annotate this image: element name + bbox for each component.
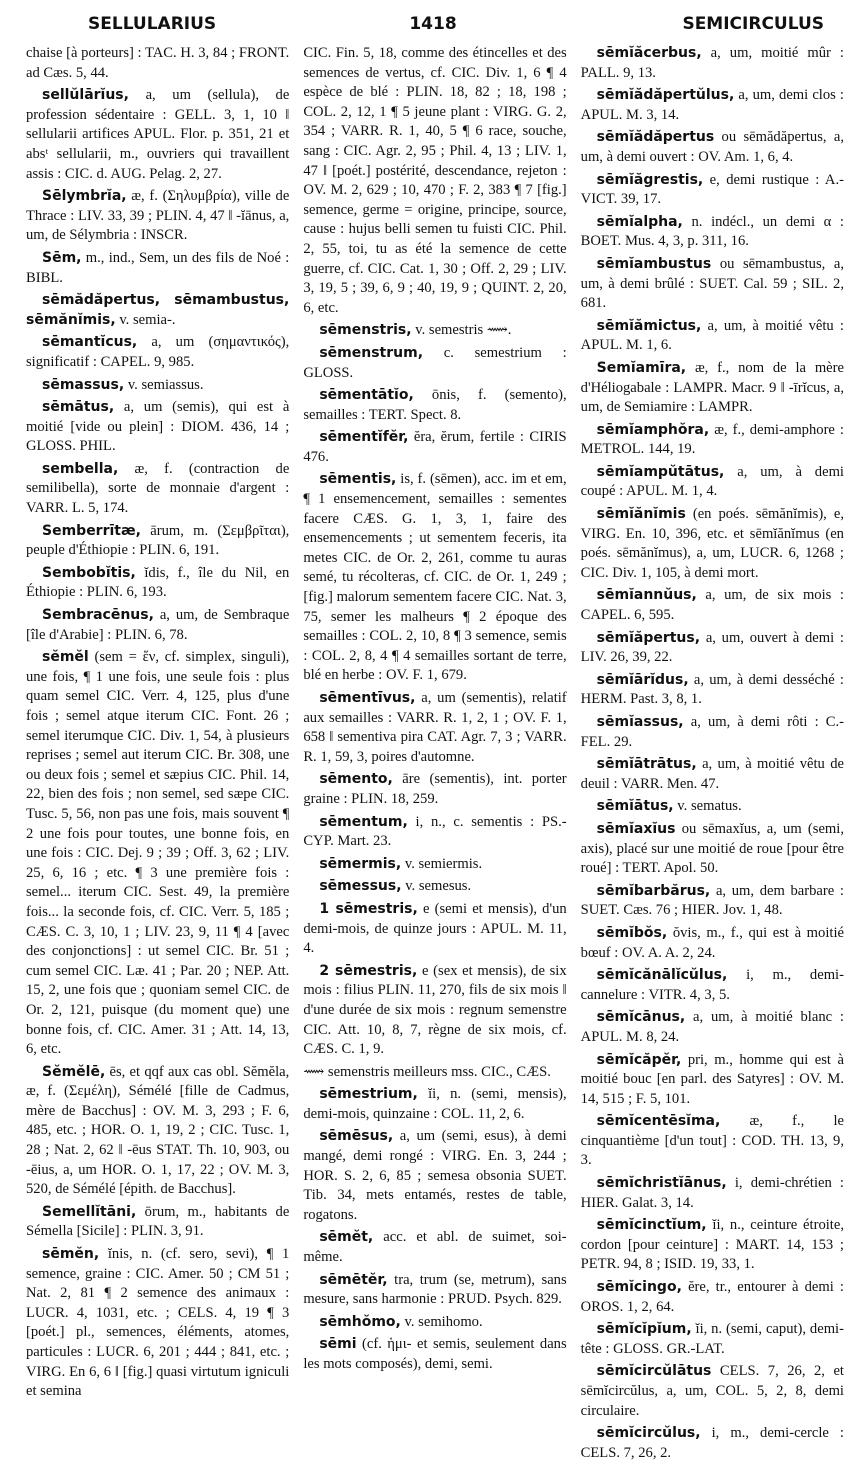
entry-definition: c. semestrium : GLOSS.: [303, 344, 567, 381]
entry-definition: ĭi, n., ceinture étroite, cordon [pour ceinture] : MART. 14, 153 ; PETR. 94, 8 ; ISID. 19, 33, 1.: [580, 1217, 844, 1273]
entry-definition: a, um, moitié mûr : PALL. 9, 13.: [580, 45, 844, 81]
entry-headword: sēmessus,: [319, 878, 402, 895]
dictionary-entry: [26, 522, 289, 561]
dictionary-entry: [303, 428, 566, 467]
entry-definition: (en poés. sēmănĭmis), e, VIRG. En. 10, 396, etc. et sēmĭănĭmus (en poés. sēmănĭmus), a, um, LUCR. 6, 1268 ; CIC. Div. 1, 105, à demi mort.: [580, 506, 844, 581]
dictionary-entry: [303, 689, 566, 767]
entry-headword: sēmĭātus,: [596, 798, 674, 815]
entry-headword: sembella,: [42, 460, 119, 477]
page-header: [26, 10, 840, 44]
entry-headword: Sēm,: [42, 249, 82, 266]
entry-headword: sēmentātĭo,: [319, 387, 414, 404]
dictionary-entry: [581, 1174, 844, 1213]
dictionary-entry: [303, 344, 566, 383]
entry-headword: sēmĭcānus,: [596, 1009, 686, 1026]
dictionary-entry: [303, 813, 566, 852]
dictionary-entry: [26, 44, 289, 83]
entry-definition: ōnis, f. (semento), semailles : TERT. Spect. 8.: [303, 387, 567, 423]
dictionary-entry: [581, 255, 844, 314]
entry-headword: sēmenstris,: [319, 322, 412, 339]
entry-definition: a, um (semi, esus), à demi mangé, demi rongé : VIRG. En. 3, 244 ; HOR. S. 2, 6, 85 ; semesa obsonia SUET. Tib. 34, mets entamés, restes de table, rogatons.: [303, 1128, 567, 1223]
dictionary-entry: [581, 820, 844, 879]
entry-headword: sēmĭcinctĭum,: [596, 1217, 707, 1234]
entry-definition: ŏvis, m., f., qui est à moitié bœuf : OV. A. A. 2, 24.: [580, 924, 844, 961]
entry-definition: a, um, à demi rôti : C.-FEL. 29.: [580, 714, 844, 750]
dictionary-entry: [581, 966, 844, 1005]
dictionary-entry: [26, 398, 289, 457]
dictionary-entry: [581, 1424, 844, 1463]
entry-definition: v. semesus.: [405, 878, 472, 895]
dictionary-entry: [303, 1127, 566, 1225]
dictionary-entry: [581, 463, 844, 502]
dictionary-entry: [303, 44, 566, 318]
header-left-guideword: SELLULARIUS: [88, 14, 217, 34]
dictionary-entry: [26, 86, 289, 184]
dictionary-entry: [581, 1278, 844, 1317]
entry-headword: sēmĭārĭdus,: [596, 671, 689, 688]
entry-definition: CELS. 7, 26, 2, et sēmĭcircŭlus, a, um, COL. 5, 2, 8, demi circulaire.: [580, 1363, 844, 1419]
column-1: [26, 44, 290, 1400]
entry-definition: ou sēmădăpertus, a, um, à demi ouvert : OV. Am. 1, 6, 4.: [580, 129, 844, 165]
entry-definition: i, n., c. sementis : PS.-CYP. Mart. 23.: [303, 813, 567, 850]
entry-headword: sēmantĭcus,: [42, 334, 138, 351]
entry-definition: (cf. ἡμι- et semis, seulement dans les mots composés), demi, semi.: [303, 1336, 567, 1372]
dictionary-entry: [581, 171, 844, 210]
entry-headword: sēmĭbarbărus,: [596, 882, 711, 899]
entry-headword: sēmĭannŭus,: [596, 587, 697, 604]
entry-headword: sēmĭamphŏra,: [596, 421, 710, 438]
dictionary-columns: [26, 44, 844, 1461]
entry-definition: ou sēmambustus, a, um, à demi brûlé : SUET. Cal. 59 ; SIL. 2, 681.: [580, 255, 844, 312]
dictionary-entry: [303, 900, 566, 959]
dictionary-entry: [581, 505, 844, 583]
entry-definition: a, um, de Sembraque [île d'Arabie] : PLIN. 6, 78.: [26, 607, 290, 643]
entry-definition: m., ind., Sem, un des fils de Noé : BIBL.: [26, 249, 290, 286]
entry-definition: a, um, à demi desséché : HERM. Past. 3, 8, 1.: [580, 671, 844, 708]
dictionary-entry: [581, 882, 844, 921]
entry-headword: sēmĭbŏs,: [596, 924, 668, 941]
entry-headword: Sembobĭtis,: [42, 564, 136, 581]
dictionary-entry: [581, 359, 844, 418]
dictionary-entry: [581, 629, 844, 668]
dictionary-entry: [303, 1335, 566, 1374]
entry-headword: Semĭamīra,: [596, 359, 687, 376]
dictionary-entry: [303, 1228, 566, 1267]
entry-headword: sēmĭcingo,: [596, 1279, 682, 1296]
entry-definition: a, um (sellula), de profession sédentaire : GELL. 3, 1, 10 ‖ sellularii artifices APUL. Flor. p. 351, 21 et absᵗ sellularii, m., ouvriers qui travaillent assis : CIC. d. AUG. Pelag. 2, 27.: [26, 87, 290, 182]
dictionary-entry: [581, 1008, 844, 1047]
entry-headword: sēmĭcentēsĭma,: [596, 1113, 721, 1130]
entry-headword: sēmĭassus,: [596, 714, 684, 730]
entry-definition: ĕra, ĕrum, fertile : CIRIS 476.: [303, 429, 567, 465]
dictionary-entry: [581, 671, 844, 710]
entry-definition: æ, f., demi-amphore : METROL. 144, 19.: [580, 421, 844, 458]
dictionary-entry: [26, 1203, 289, 1242]
entry-definition: i, m., demi-cercle : CELS. 7, 26, 2.: [580, 1425, 844, 1461]
entry-headword: sēmĭambustus: [596, 255, 712, 272]
dictionary-entry: [303, 470, 566, 686]
entry-headword: sēmĕt,: [319, 1229, 374, 1246]
entry-definition: a, um (semis), qui est à moitié [vide ou plein] : DIOM. 436, 14 ; GLOSS. PHIL.: [26, 399, 290, 455]
entry-headword: Semberrītæ,: [42, 522, 141, 539]
entry-definition: āre (sementis), int. porter graine : PLIN. 18, 259.: [303, 771, 567, 807]
dictionary-entry: [26, 564, 289, 603]
entry-definition: a, um, ouvert à demi : LIV. 26, 39, 22.: [580, 629, 844, 666]
dictionary-entry: [303, 1271, 566, 1310]
entry-headword: sēmermis,: [319, 855, 402, 872]
entry-definition: ĭdis, f., île du Nil, en Éthiopie : PLIN. 6, 193.: [26, 564, 290, 601]
entry-headword: sēmĭalpha,: [596, 213, 683, 230]
entry-definition: a, um, à moitié vêtu de deuil : VARR. Men. 47.: [580, 756, 844, 792]
entry-definition: v. semiassus.: [127, 376, 204, 393]
entry-headword: sēmhŏmo,: [319, 1313, 401, 1330]
entry-definition: ĭi, n. (semi, caput), demi-tête : GLOSS. GR.-LAT.: [580, 1321, 844, 1357]
entry-headword: sēmĭcăpĕr,: [596, 1051, 682, 1068]
entry-headword: sēmĭăcerbus,: [596, 45, 702, 61]
dictionary-entry: [303, 1313, 566, 1333]
dictionary-entry: [581, 1051, 844, 1110]
entry-headword: 2 sēmestris,: [319, 962, 418, 979]
entry-definition: (sem = ἕν, cf. simplex, singuli), une fois, ¶ 1 une fois, une seule fois : plus quam semel CIC. Verr. 4, 125, plus d'une fois ; semel atque iterum CIC. Font. 26 ; semel iterumque CIC. Div. 1, 54, à plusieurs reprises ; semel aut iterum CIC. Br. 308, une ou deux fois ; semel et sæpius CIC. Phil. 14, 22, bien des fois ; non semel, sed sæpe CIC. Tusc. 5, 56, non pas une fois, mais souvent ¶ 2 une fois pour toutes, une bonne fois, en une fois : CIC. Dej. 9 ; 39 ; Off. 3, 62 ; LIV. 25, 6, 16 ; etc. ¶ 3 une première fois : semel... iterum CIC. Sest. 49, la première fois... la seconde fois, cf. CIC. Verr. 5, 185 ; CÆS. C. 3, 10, 1 ; LIV. 23, 9, 11 ¶ 4 [avec des conjonctions] : ut semel CIC. Br. 51 ; cum semel CIC. Læ. 41 ; Par. 20 ; NEP. Att. 15, 2, une fois que ; quoniam semel CIC. de Or. 2, 121, puisque (du moment que) une bonne fois, cf. CIC. Amer. 31 ; Att. 14, 13, 6, etc.: [26, 649, 290, 1058]
entry-definition: v. semia-.: [119, 311, 176, 328]
dictionary-entry: [581, 713, 844, 752]
entry-headword: sēmĭădăpertus: [596, 129, 715, 146]
dictionary-entry: [581, 317, 844, 356]
entry-headword: sēmenstrum,: [319, 344, 424, 361]
dictionary-entry: [581, 1362, 844, 1421]
entry-definition: a, um, à moitié vêtu : APUL. M. 1, 6.: [580, 317, 844, 354]
page-number: 1418: [409, 14, 457, 34]
entry-definition: ōrum, m., habitants de Sémella [Sicile] : PLIN. 3, 91.: [26, 1203, 290, 1240]
dictionary-entry: [581, 421, 844, 460]
entry-definition: æ, f., le cinquantième [d'un tout] : COD. TH. 13, 9, 3.: [580, 1113, 844, 1169]
dictionary-entry: [26, 1245, 289, 1402]
entry-definition: a, um, dem barbare : SUET. Cæs. 76 ; HIER. Jov. 1, 48.: [580, 882, 844, 919]
entry-headword: sēmĭchristĭānus,: [596, 1175, 727, 1192]
entry-definition: a, um (σημαντικός), significatif : CAPEL. 9, 985.: [26, 334, 290, 370]
entry-headword: sēmĭcircŭlus,: [596, 1425, 701, 1442]
entry-headword: Sēlymbrĭa,: [42, 188, 127, 205]
entry-headword: sēmĭaxĭus: [596, 820, 676, 837]
dictionary-entry: [26, 291, 289, 330]
entry-definition: e, demi rustique : A.-VICT. 39, 17.: [580, 171, 844, 208]
entry-definition: chaise [à porteurs] : TAC. H. 3, 84 ; FRONT. ad Cæs. 5, 44.: [26, 45, 290, 81]
entry-headword: sēmĭădăpertŭlus,: [596, 87, 735, 104]
column-3: [580, 44, 844, 1461]
dictionary-entry: [303, 1063, 566, 1083]
entry-headword: sēmĕn,: [42, 1246, 100, 1263]
dictionary-entry: [26, 606, 289, 645]
entry-headword: sellŭlārĭus,: [42, 87, 129, 104]
dictionary-entry: [581, 1112, 844, 1171]
entry-definition: a, um, à moitié blanc : APUL. M. 8, 24.: [580, 1009, 844, 1045]
entry-definition: æ, f. (Σηλυμβρία), ville de Thrace : LIV. 33, 39 ; PLIN. 4, 47 ‖ -ĭānus, a, um, de Sélymbria : INSCR.: [26, 188, 290, 244]
dictionary-entry: [26, 249, 289, 288]
entry-headword: sēmĭātrātus,: [596, 756, 697, 773]
entry-definition: ēs, et qqf aux cas obl. Sĕmĕla, æ, f. (Σεμέλη), Sémélé [fille de Cadmus, mère de Bacchus] : OV. M. 3, 293 ; F. 6, 485, etc. ; HOR. O. 1, 19, 2 ; CIC. Tusc. 1, 28 ; Nat. 2, 62 ‖ -ēus STAT. Th. 10, 903, ou -ēius, a, um HOR. O. 1, 17, 22 ; OV. M. 3, 520, de Sémélé [épith. de Bacchus].: [26, 1063, 290, 1198]
entry-definition: n. indécl., un demi α : BOET. Mus. 4, 3, p. 311, 16.: [580, 213, 844, 250]
entry-definition: v. semiermis.: [404, 855, 483, 872]
entry-definition: a, um, de six mois : CAPEL. 6, 595.: [580, 587, 844, 624]
entry-headword: sēmĭăgrestis,: [596, 171, 704, 188]
entry-headword: sēmĭcircŭlātus: [596, 1363, 712, 1380]
entry-headword: sēmento,: [319, 771, 393, 788]
entry-definition: a, um (sementis), relatif aux semailles : VARR. R. 1, 2, 1 ; OV. F. 1, 658 ‖ sementiva pira CAT. Agr. 7, 3 ; VARR. R. 1, 59, 3, poires d'automne.: [303, 690, 567, 765]
dictionary-entry: [581, 797, 844, 817]
entry-definition: v. sematus.: [677, 798, 742, 815]
dictionary-entry: [581, 1320, 844, 1359]
column-2: [303, 44, 567, 1372]
entry-headword: sēmĭampŭtātus,: [596, 463, 725, 480]
entry-definition: e (semi et mensis), d'un demi-mois, de quinze jours : APUL. M. 11, 4.: [303, 900, 567, 957]
dictionary-entry: [26, 376, 289, 396]
entry-headword: sēmĭămictus,: [596, 317, 702, 334]
entry-definition: CIC. Fin. 5, 18, comme des étincelles et des semences de vertus, cf. CIC. Div. 1, 6 ¶ 4 espèce de blé : PLIN. 18, 82 ; 18, 198 ; COL. 2, 12, 1 ¶ 5 jeune plant : VIRG. G. 2, 354 ; VARR. R. 1, 40, 5 ¶ 6 race, souche, sang : CIC. Agr. 2, 95 ; Phil. 4, 13 ; LIV. 1, 47 ‖ [poét.] postérité, descendance, rejeton : OV. M. 2, 629 ; 10, 470 ; F. 2, 383 ¶ 7 [fig.] semence, germe = origine, principe, source, cause : hujus belli semen tu fuisti CIC. Phil. 2, 55, toi, tu as été la semence de cette guerre, cf. CIC. Cat. 1, 30 ; Off. 2, 29 ; LIV. 3, 19, 5 ; 39, 6, 9 ; 40, 19, 9 ; QUINT. 2, 20, 6, etc.: [303, 45, 567, 316]
entry-definition: æ, f., nom de la mère d'Héliogabale : LAMPR. Macr. 9 ‖ -īrĭcus, a, um, de Semiamire : LAMPR.: [580, 359, 844, 416]
entry-headword: sēmētĕr,: [319, 1271, 388, 1288]
entry-definition: tra, trum (se, metrum), sans mesure, sans harmonie : PRUD. Psych. 829.: [303, 1271, 567, 1308]
entry-headword: sēmentum,: [319, 813, 408, 830]
entry-headword: sēmentīvus,: [319, 690, 416, 706]
dictionary-entry: [303, 962, 566, 1060]
entry-headword: 1 sēmestris,: [319, 900, 418, 917]
dictionary-entry: [26, 460, 289, 519]
entry-definition: pri, m., homme qui est à moitié bouc [en parl. des Satyres] : OV. M. 14, 515 ; F. 5, 101.: [580, 1051, 844, 1107]
entry-headword: sēmădăpertus, sēmambustus, sēmănĭmis,: [26, 292, 290, 328]
entry-headword: sēmēsus,: [319, 1128, 394, 1145]
entry-headword: sēmĭăpertus,: [596, 629, 701, 646]
dictionary-entry: [303, 386, 566, 425]
dictionary-entry: [581, 213, 844, 252]
dictionary-entry: [581, 586, 844, 625]
entry-definition: i, demi-chrétien : HIER. Galat. 3, 14.: [580, 1175, 844, 1211]
entry-definition: i, m., demi-cannelure : VITR. 4, 3, 5.: [580, 967, 844, 1003]
entry-definition: e (sex et mensis), de six mois : filius PLIN. 11, 270, fils de six mois ‖ d'une durée de six mois : regnum semenstre CIC. Att. 10, 8, 7, règne de six mois, cf. CÆS. C. 1, 9.: [303, 962, 567, 1058]
dictionary-entry: [581, 755, 844, 794]
entry-headword: sēmātus,: [42, 399, 115, 416]
dictionary-entry: [303, 770, 566, 809]
entry-headword: Sembracēnus,: [42, 607, 154, 624]
entry-definition: ou sēmaxĭus, a, um (semi, axis), placé sur une moitié de roue [pour être roué] : TERT. Apol. 50.: [580, 820, 844, 877]
entry-definition: ĭi, n. (semi, mensis), demi-mois, quinzaine : COL. 11, 2, 6.: [303, 1086, 567, 1122]
entry-headword: Semellĭtāni,: [42, 1203, 137, 1220]
entry-definition: ĭnis, n. (cf. sero, sevi), ¶ 1 semence, graine : CIC. Amer. 50 ; CM 51 ; Nat. 2, 81 ¶ 2 semence des animaux : LUCR. 4, 1031, etc. ; CELS. 4, 19 ¶ 3 [poét.] pl., semences, éléments, atomes, particules : LUCR. 6, 201 ; 444 ; 841, etc. ; VIRG. En 6, 6 ‖ [fig.] quasi virtutum igniculi et semina: [26, 1246, 290, 1400]
dictionary-entry: [581, 924, 844, 963]
dictionary-entry: [303, 877, 566, 897]
entry-headword: sēmestrium,: [319, 1086, 418, 1103]
entry-headword: sēmentĭfĕr,: [319, 429, 409, 446]
dictionary-entry: [26, 333, 289, 372]
entry-headword: Sĕmĕlē,: [42, 1063, 106, 1080]
entry-definition: a, um, à demi coupé : APUL. M. 1, 4.: [580, 463, 844, 500]
entry-definition: ārum, m. (Σεμβρῖται), peuple d'Éthiopie : PLIN. 6, 191.: [26, 522, 290, 559]
dictionary-entry: [303, 321, 566, 341]
dictionary-entry: [26, 648, 289, 1059]
entry-headword: sēmi: [319, 1336, 357, 1353]
dictionary-entry: [581, 44, 844, 83]
entry-definition: acc. et abl. de suimet, soi-même.: [303, 1229, 567, 1266]
header-right-guideword: SEMICIRCULUS: [682, 14, 824, 34]
entry-definition: v. semihomo.: [404, 1313, 483, 1330]
dictionary-entry: [303, 855, 566, 875]
entry-definition: v. semestris ⟿.: [415, 322, 512, 339]
dictionary-entry: [581, 1216, 844, 1275]
dictionary-entry: [303, 1085, 566, 1124]
entry-headword: sēmassus,: [42, 376, 125, 393]
entry-definition: ĕre, tr., entourer à demi : OROS. 1, 2, 64.: [580, 1279, 844, 1315]
entry-definition: a, um, demi clos : APUL. M. 3, 14.: [580, 87, 844, 123]
entry-headword: sēmentis,: [319, 471, 397, 488]
entry-headword: sēmĭănĭmis: [596, 506, 686, 523]
entry-definition: ⟿ semenstris meilleurs mss. CIC., CÆS.: [303, 1063, 551, 1080]
dictionary-entry: [581, 86, 844, 125]
dictionary-entry: [581, 128, 844, 167]
dictionary-entry: [26, 1063, 289, 1200]
entry-headword: sēmĭcĭpĭum,: [596, 1321, 692, 1338]
entry-headword: sēmĭcănālĭcŭlus,: [596, 967, 728, 984]
dictionary-entry: [26, 187, 289, 246]
entry-definition: is, f. (sēmen), acc. im et em, ¶ 1 ensemencement, semailles : sementes facere CÆS. G. 1, 3, 1, faire des ensemencements ; ut sementem feceris, ita metes CIC. de Or. 2, 261, comme tu auras semé, tu récolteras, cf. CIC. de Or. 1, 249 ; [fig.] malorum sementem facere CIC. Nat. 3, 75, semer les malheurs ¶ 2 époque des semailles : COL. 2, 10, 8 ¶ 3 semence, semis : COL. 2, 8, 4 ¶ 4 semailles sortant de terre, blé en herbe : OV. F. 1, 679.: [303, 471, 567, 684]
entry-headword: sĕmĕl: [42, 649, 89, 666]
entry-definition: æ, f. (contraction de semilibella), sorte de monnaie d'argent : VARR. L. 5, 174.: [26, 460, 290, 517]
